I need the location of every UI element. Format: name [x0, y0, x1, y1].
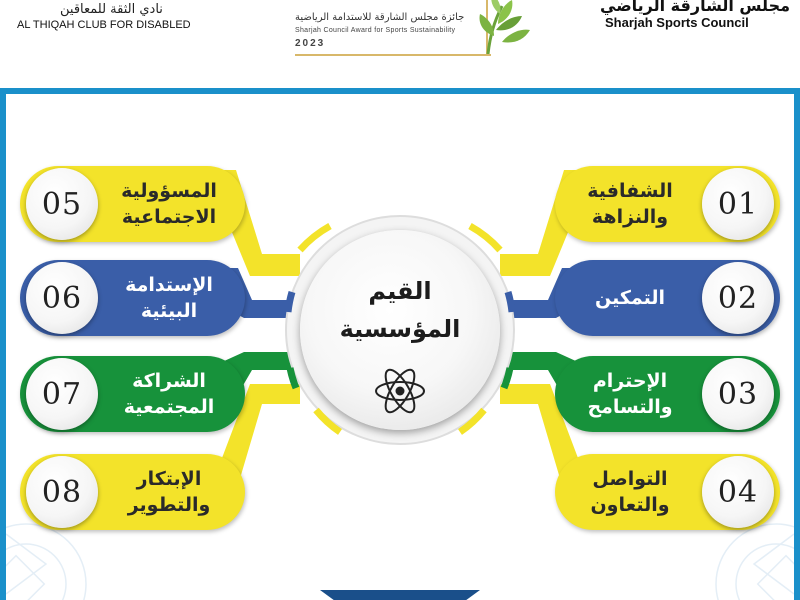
value-label: [565, 260, 695, 336]
value-label-line1: الشفافية: [587, 180, 673, 202]
value-card-02: [555, 254, 780, 342]
value-label-line2: والتطوير: [127, 494, 211, 516]
value-label-line1: التمكين: [594, 287, 666, 309]
center-title-line2: المؤسسية: [339, 315, 461, 343]
value-number-circle: [702, 456, 774, 528]
value-label-line1: المسؤولية: [121, 180, 217, 202]
value-number-circle: [26, 262, 98, 334]
value-number: 01: [717, 186, 759, 222]
value-card-05: [20, 160, 245, 248]
club-name-arabic: نادي الثقة للمعاقين: [60, 2, 163, 17]
value-card-01: [555, 160, 780, 248]
value-label-line2: الاجتماعية: [121, 206, 217, 228]
value-label-line2: والتسامح: [587, 396, 673, 418]
value-label: [104, 260, 234, 336]
value-label-line2: المجتمعية: [123, 396, 215, 418]
value-number-circle: [26, 168, 98, 240]
center-title-line1: القيم: [368, 277, 432, 305]
value-label-line2: البيئية: [140, 300, 198, 322]
value-number-circle: [702, 168, 774, 240]
award-name-english: Sharjah Council Award for Sports Sustainability: [295, 27, 456, 34]
value-card-07: [20, 350, 245, 438]
value-label: [104, 356, 234, 432]
atom-icon: [373, 364, 427, 418]
award-name-arabic: جائزة مجلس الشارقة للاستدامة الرياضية: [295, 12, 465, 23]
value-label: [104, 454, 234, 530]
value-number: 02: [717, 280, 759, 316]
value-number: 05: [41, 186, 83, 222]
value-label: [565, 454, 695, 530]
value-label-line2: والنزاهة: [591, 206, 669, 228]
value-number: 07: [41, 376, 83, 412]
value-card-03: [555, 350, 780, 438]
value-label-line1: الشراكة: [132, 370, 206, 392]
value-label: [104, 166, 234, 242]
value-number: 06: [41, 280, 83, 316]
value-number-circle: [702, 358, 774, 430]
value-label: [565, 356, 695, 432]
center-title: [300, 272, 500, 348]
value-number: 03: [717, 376, 759, 412]
value-number-circle: [26, 358, 98, 430]
value-card-06: [20, 254, 245, 342]
value-label-line2: والتعاون: [590, 494, 670, 516]
value-number-circle: [702, 262, 774, 334]
value-label-line1: الإحترام: [592, 370, 668, 392]
value-label-line1: الإبتكار: [136, 468, 202, 490]
value-number: 08: [41, 474, 83, 510]
value-label-line1: الإستدامة: [125, 274, 213, 296]
value-number-circle: [26, 456, 98, 528]
council-name-arabic: مجلس الشارقة الرياضي: [600, 0, 791, 15]
club-name-english: AL THIQAH CLUB FOR DISABLED: [17, 19, 191, 31]
value-number: 04: [717, 474, 759, 510]
council-name-english: Sharjah Sports Council: [605, 15, 749, 30]
value-card-08: [20, 448, 245, 536]
value-label: [565, 166, 695, 242]
award-year: 2023: [295, 38, 326, 49]
value-label-line1: التواصل: [592, 468, 668, 490]
value-card-04: [555, 448, 780, 536]
